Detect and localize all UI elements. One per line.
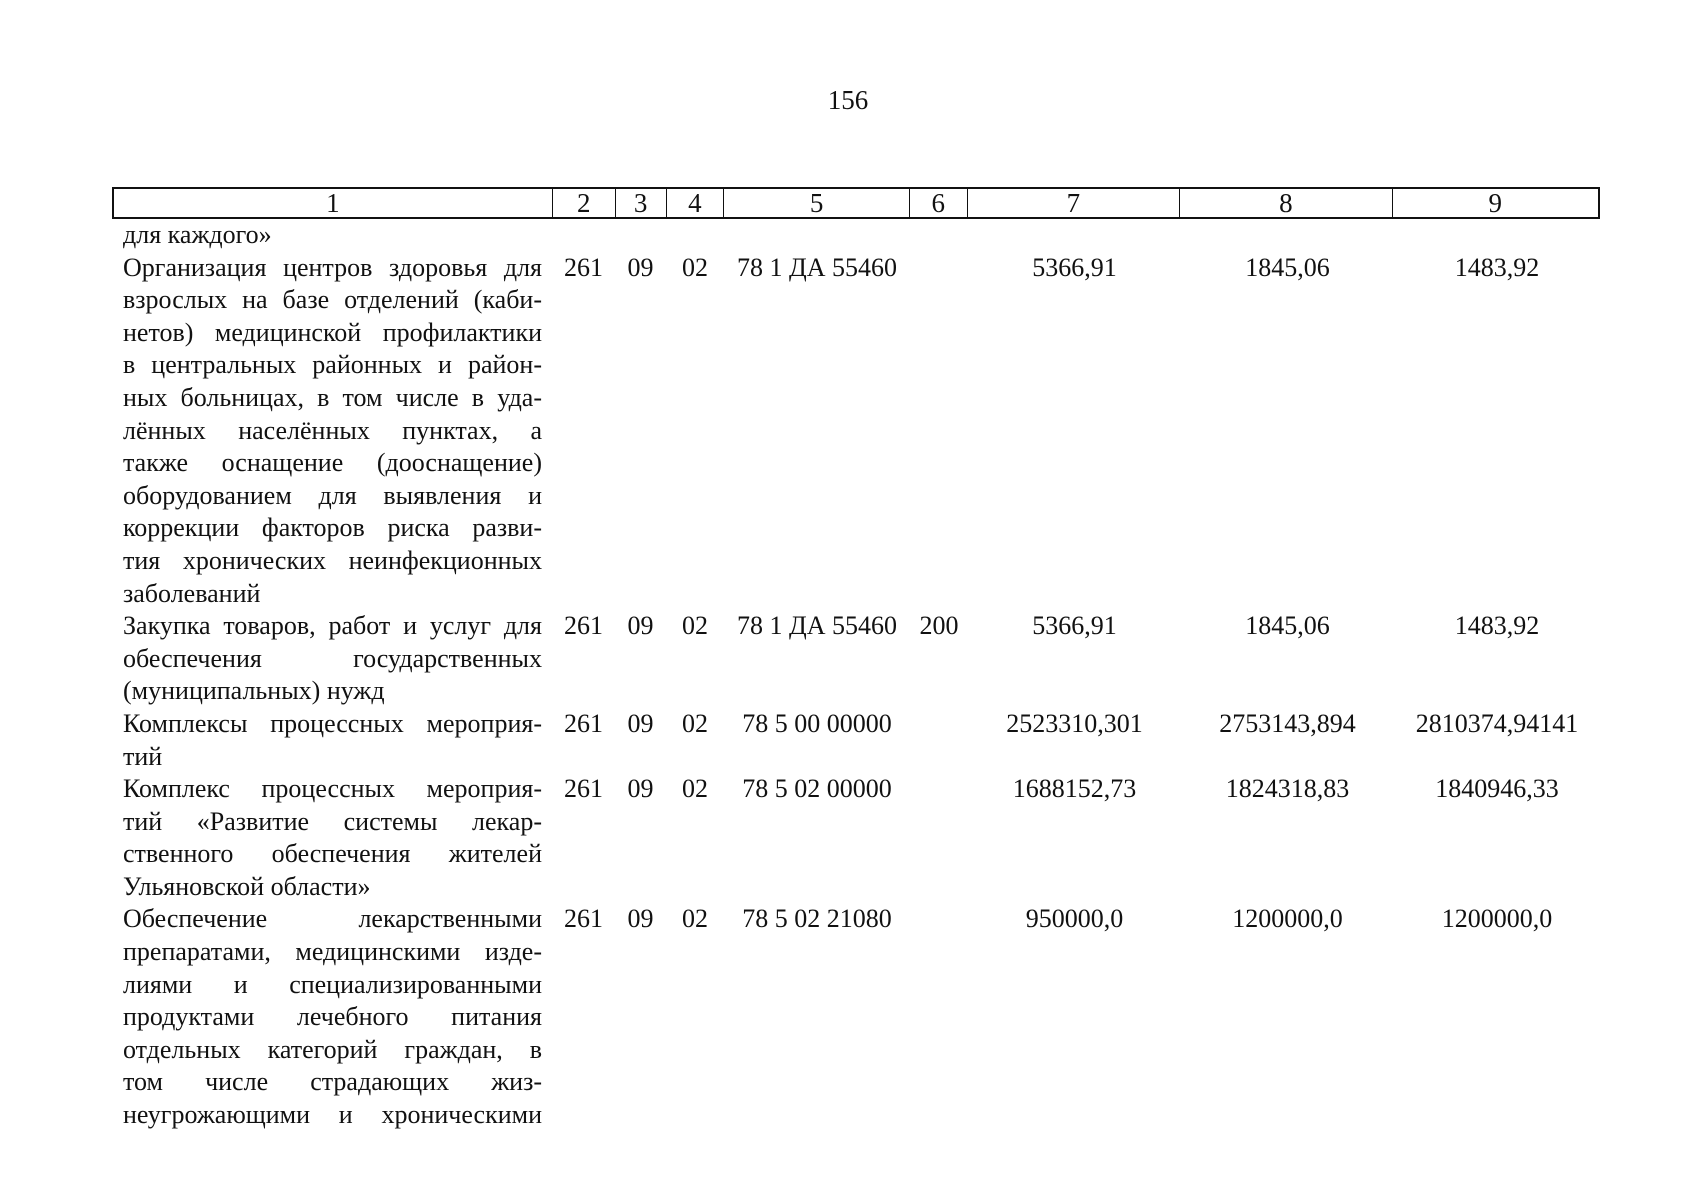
table-row [112,219,1600,252]
row-cell-col4: 02 [682,252,708,282]
row-cell-col3: 09 [627,708,654,738]
column-header-6: 6 [910,189,968,217]
row-cell-col9: 1840946,33 [1435,774,1559,804]
row-cell-col7: 5366,91 [1032,611,1117,641]
row-name-cell [112,610,552,708]
row-cell-col5: 78 1 ДА 55460 [736,252,897,282]
row-cell-col9: 2810374,94141 [1415,708,1579,738]
row-cell-col7: 1688152,73 [1012,774,1137,804]
row-name-line: оборудованием для выявления и [123,480,542,510]
row-cell-col8: 1824318,83 [1225,774,1350,804]
row-cell-col7: 5366,91 [1032,252,1117,282]
page-number: 156 [827,85,869,115]
table-row [112,252,1600,611]
row-name-line: Организация центров здоровья для [123,252,542,282]
row-cell-col7: 950000,0 [1025,904,1124,934]
table-row [112,610,1600,708]
row-name-cell [112,773,552,903]
row-name-line: для каждого» [123,220,272,249]
table-row [112,708,1600,773]
row-name-line: нетов) медицинской профилактики [123,317,542,347]
row-name-cell [112,252,552,611]
row-name-line: продуктами лечебного питания [123,1002,542,1032]
row-name-line: неугрожающими и хроническими [123,1100,542,1130]
row-name-line: Комплексы процессных мероприя- [123,708,542,738]
row-name-line: заболеваний [123,578,261,608]
row-cell-col8: 1200000,0 [1232,904,1343,934]
row-name-line: препаратами, медицинскими изде- [123,937,542,967]
row-cell-col5: 78 1 ДА 55460 [736,611,897,641]
row-name-line: лиями и специализированными [123,969,542,999]
row-name-line: тий [123,741,163,771]
column-header-8: 8 [1180,189,1392,217]
row-cell-col5: 78 5 00 00000 [742,708,892,738]
row-cell-col5: 78 5 02 21080 [742,904,892,934]
row-name-line: том числе страдающих жиз- [123,1067,542,1097]
row-cell-col4: 02 [682,904,708,934]
row-cell-col9: 1200000,0 [1441,904,1553,934]
row-name-line: отдельных категорий граждан, в [123,1034,542,1064]
row-cell-col2: 261 [564,708,603,738]
row-cell-col9: 1483,92 [1454,252,1540,282]
row-cell-col7: 2523310,301 [1006,708,1143,738]
column-header-9: 9 [1488,188,1502,218]
table-row [112,773,1600,903]
row-cell-col4: 02 [682,774,708,804]
row-name-line: тия хронических неинфекционных [123,545,542,575]
row-cell-col6: 200 [919,611,959,641]
row-name-line: также оснащение (дооснащение) [123,448,542,478]
row-name-line: Ульяновской области» [123,871,371,901]
table-body [112,219,1600,1132]
row-cell-col3: 09 [627,774,654,804]
row-name-line: тий «Развитие системы лекар- [123,806,542,836]
row-name-line: обеспечения государственных [123,643,542,673]
row-name-line: Комплекс процессных мероприя- [123,774,542,804]
row-name-cell [112,903,552,1131]
row-name-line: Обеспечение лекарственными [123,904,542,934]
row-name-line: взрослых на базе отделений (каби- [123,285,542,315]
column-header-1: 1 [114,189,553,217]
row-name-line: Закупка товаров, работ и услуг для [123,611,542,641]
row-cell-col8: 1845,06 [1245,611,1330,641]
row-cell-col8: 2753143,894 [1219,708,1356,738]
table-header-row [112,187,1600,219]
column-header-3: 3 [616,189,667,217]
row-name-line: лённых населённых пунктах, а [123,415,542,445]
row-cell-col5: 78 5 02 00000 [742,774,892,804]
row-name-line: ных больницах, в том числе в уда- [123,382,542,412]
column-header-2: 2 [553,189,616,217]
row-name-cell [112,219,552,252]
row-cell-col9: 1483,92 [1454,611,1540,641]
row-cell-col8: 1845,06 [1245,252,1330,282]
row-cell-col2: 261 [564,774,603,804]
row-cell-col3: 09 [627,904,654,934]
column-header-7: 7 [968,189,1180,217]
row-cell-col4: 02 [682,708,708,738]
row-cell-col4: 02 [682,611,708,641]
row-name-line: ственного обеспечения жителей [123,839,542,869]
row-cell-col3: 09 [627,611,654,641]
table-row [112,903,1600,1131]
column-header-5: 5 [724,189,910,217]
row-name-line: коррекции факторов риска разви- [123,513,542,543]
row-cell-col2: 261 [564,611,603,641]
row-name-line: в центральных районных и район- [123,350,542,380]
row-name-cell [112,708,552,773]
column-header-4: 4 [667,189,725,217]
row-cell-col2: 261 [564,252,603,282]
row-cell-col2: 261 [564,904,603,934]
row-cell-col3: 09 [627,252,654,282]
row-name-line: (муниципальных) нужд [123,676,385,706]
